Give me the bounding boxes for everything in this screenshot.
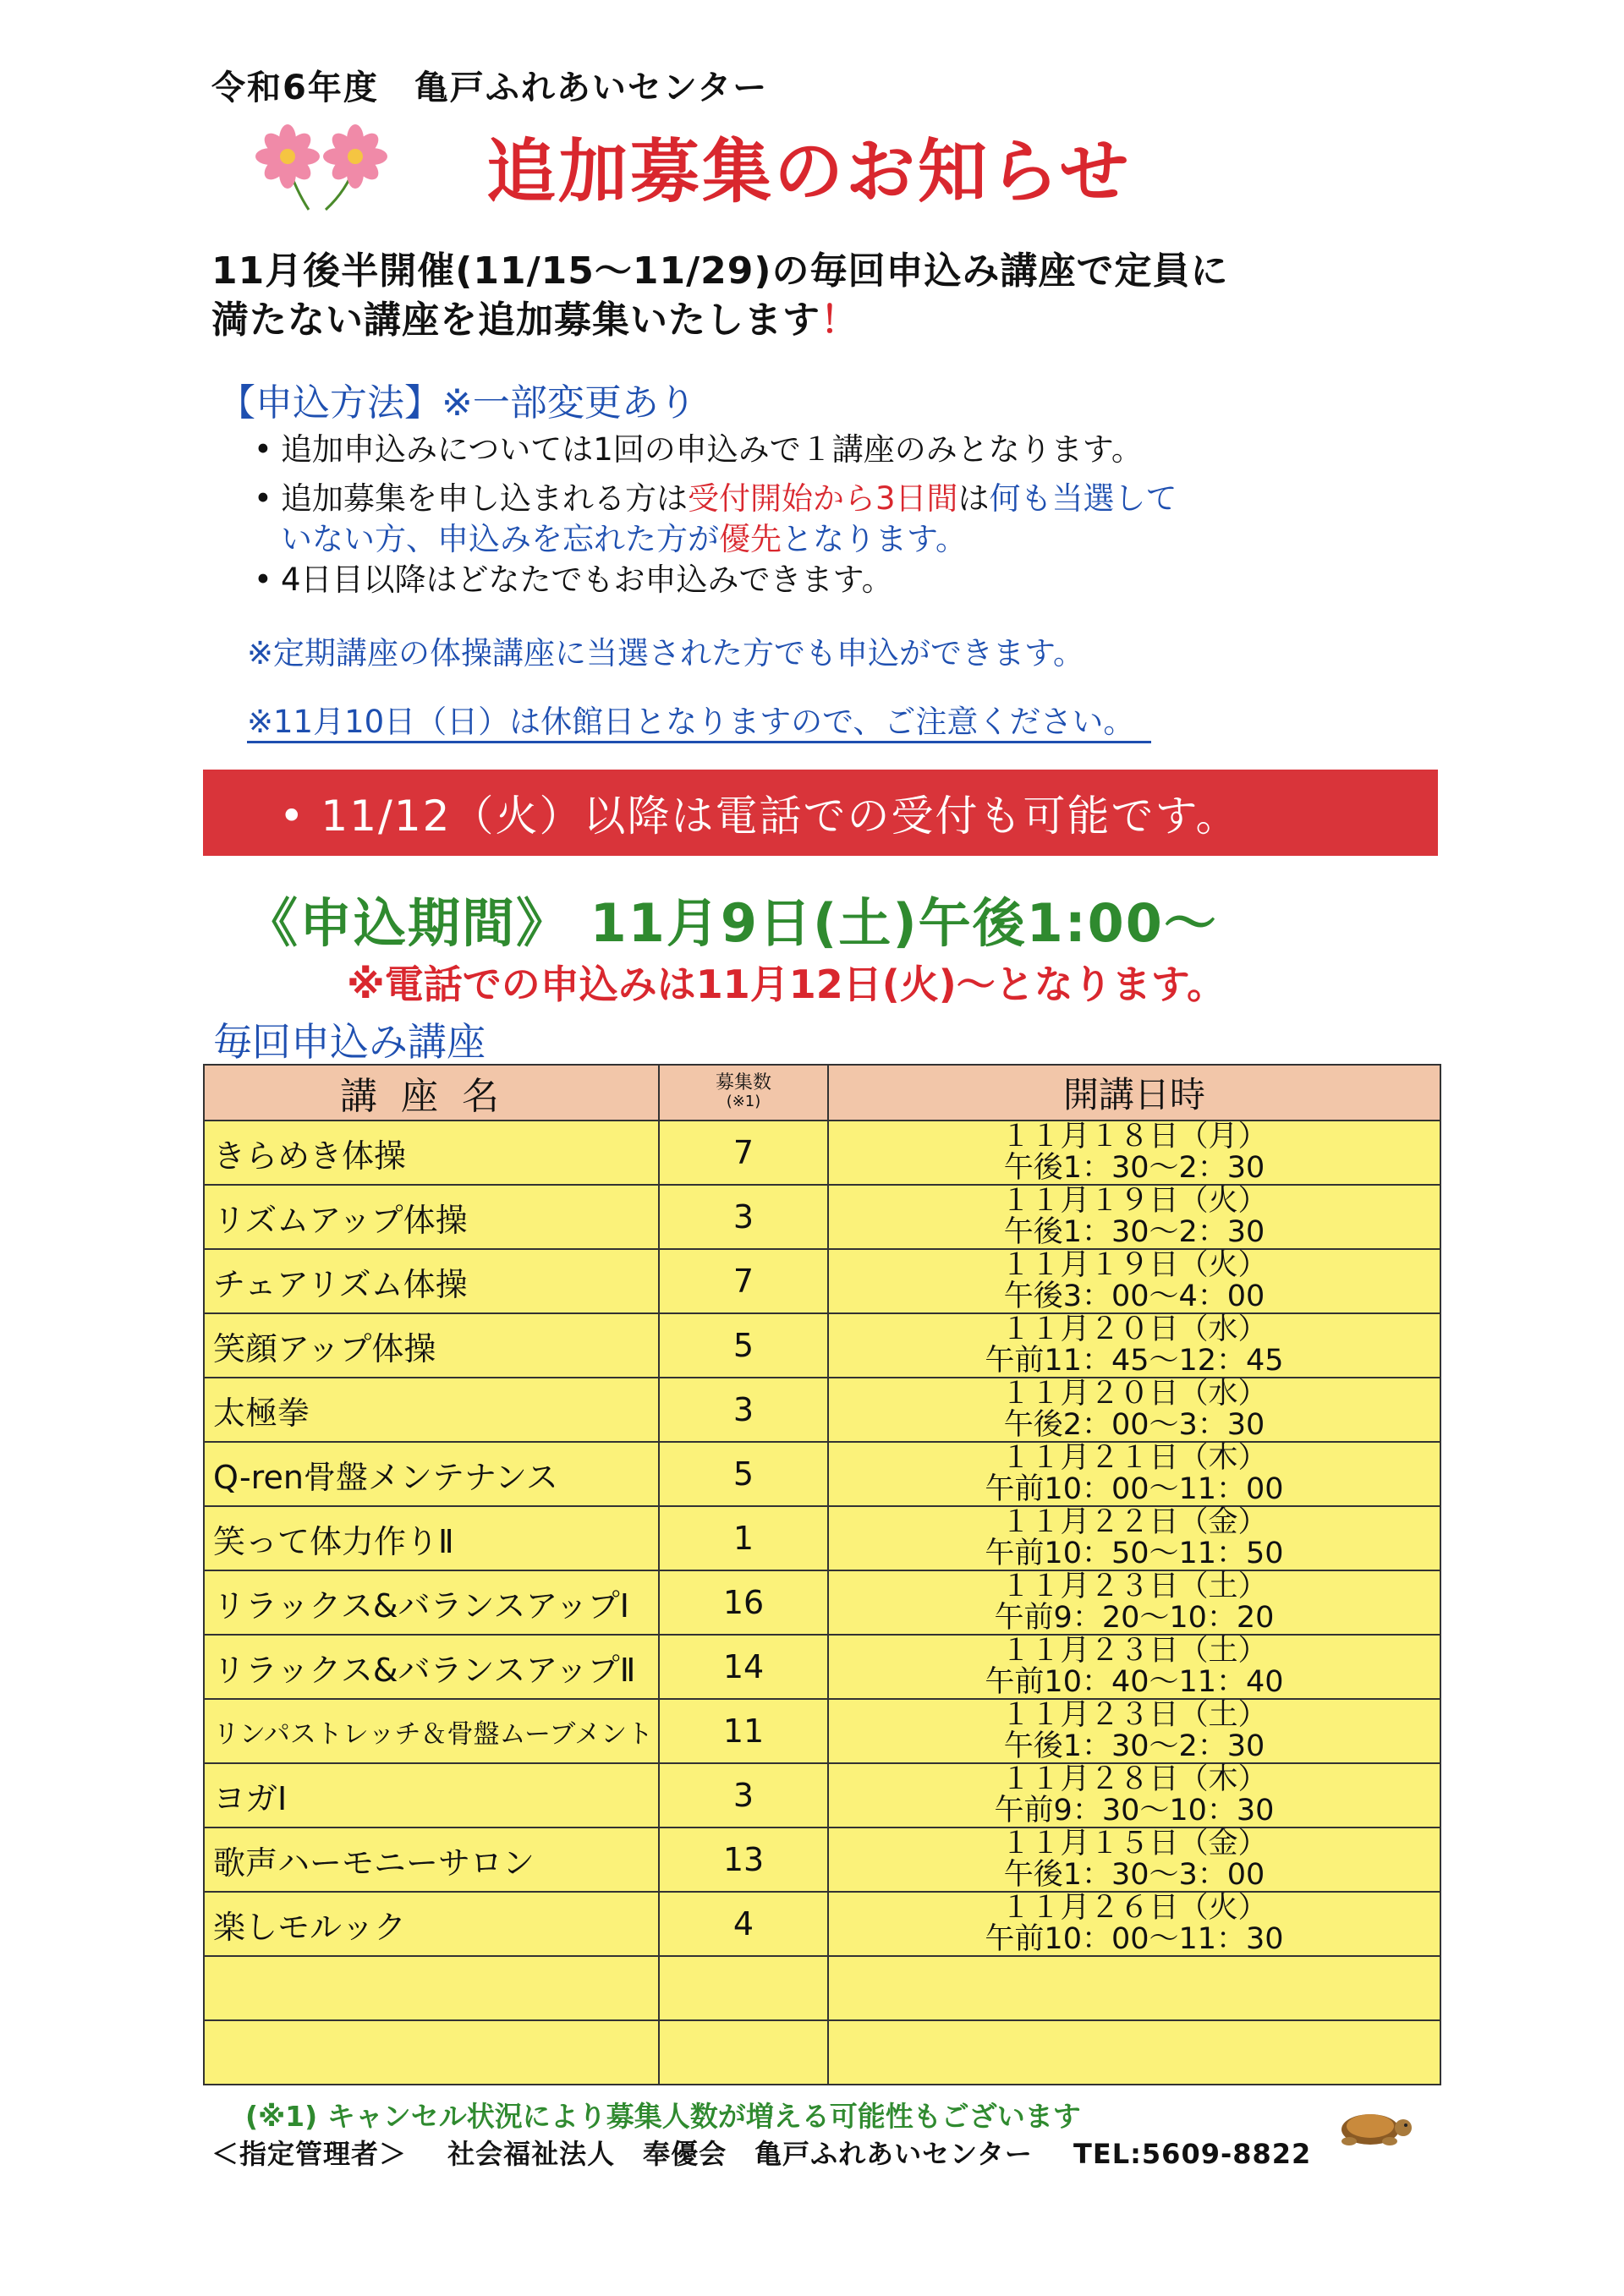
method-heading: 【申込方法】※一部変更あり bbox=[218, 381, 696, 425]
footer-manager: ＜指定管理者＞ bbox=[211, 2138, 408, 2170]
course-date-time bbox=[828, 1827, 1440, 1892]
bullet-priority: • 追加募集を申し込まれる方は受付開始から3日間は何も当選して いない方、申込みを忘れた方が優先となります。 bbox=[254, 479, 1177, 560]
course-time: 午後1：30～3：00 bbox=[1003, 1858, 1265, 1892]
bullet-one-course: • 追加申込みについては1回の申込みで１講座のみとなります。 bbox=[254, 430, 1177, 470]
table-row bbox=[204, 1442, 1440, 1506]
application-period: 《申込期間》 11月9日(土)午後1:00～ bbox=[245, 892, 1218, 954]
course-time: 午後1：30～2：30 bbox=[1003, 1215, 1265, 1249]
intro-exclamation: ！ bbox=[820, 299, 859, 342]
course-date-time bbox=[828, 1249, 1440, 1313]
course-time: 午前9：30～10：30 bbox=[994, 1794, 1275, 1827]
course-date-time bbox=[828, 1635, 1440, 1699]
table-row bbox=[204, 1956, 1440, 2020]
course-time: 午前10：40～11：40 bbox=[985, 1665, 1284, 1699]
method-bullets bbox=[254, 430, 1177, 600]
table-row bbox=[204, 1892, 1440, 1956]
table-row bbox=[204, 1763, 1440, 1827]
header-course-name: 講座名 bbox=[204, 1065, 659, 1121]
course-capacity: 4 bbox=[659, 1892, 828, 1956]
course-date: １１月２６日（火） bbox=[1001, 1891, 1268, 1925]
course-name: きらめき体操 bbox=[204, 1121, 659, 1185]
intro-line-2: 満たない講座を追加募集いたします bbox=[211, 299, 820, 342]
course-capacity: 7 bbox=[659, 1249, 828, 1313]
course-date-time bbox=[828, 1570, 1440, 1635]
course-table bbox=[203, 1064, 1441, 2085]
course-name bbox=[204, 2020, 659, 2085]
course-name: 歌声ハーモニーサロン bbox=[204, 1827, 659, 1892]
course-date: １１月１５日（金） bbox=[1001, 1827, 1268, 1860]
header-organization: 令和6年度 亀戸ふれあいセンター bbox=[211, 68, 769, 107]
note-closed-day: ※11月10日（日）は休館日となりますので、ご注意ください。 bbox=[247, 704, 1151, 743]
table-row bbox=[204, 1506, 1440, 1570]
section-title: 毎回申込み講座 bbox=[213, 1019, 486, 1065]
course-time: 午後1：30～2：30 bbox=[1003, 1729, 1265, 1763]
course-time: 午前10：00～11：30 bbox=[985, 1922, 1284, 1956]
table-row bbox=[204, 1378, 1440, 1442]
course-date-time bbox=[828, 1892, 1440, 1956]
course-date: １１月１８日（月） bbox=[1001, 1120, 1268, 1153]
course-name: Q-ren骨盤メンテナンス bbox=[204, 1442, 659, 1506]
course-name: 太極拳 bbox=[204, 1378, 659, 1442]
table-header-row bbox=[204, 1065, 1440, 1121]
course-date-time bbox=[828, 1378, 1440, 1442]
table-row bbox=[204, 2020, 1440, 2085]
phone-reception-banner: • 11/12（火）以降は電話での受付も可能です。 bbox=[203, 770, 1438, 856]
course-time: 午後2：00～3：30 bbox=[1003, 1408, 1265, 1442]
course-capacity: 3 bbox=[659, 1378, 828, 1442]
course-time: 午後1：30～2：30 bbox=[1003, 1151, 1265, 1185]
course-time: 午前10：50～11：50 bbox=[985, 1537, 1284, 1570]
course-name: 楽しモルック bbox=[204, 1892, 659, 1956]
course-time: 午前11：45～12：45 bbox=[985, 1344, 1284, 1378]
page-title: 追加募集のお知らせ bbox=[486, 132, 1132, 212]
footer-tel: TEL:5609-8822 bbox=[1073, 2138, 1312, 2170]
footer-corporation: 社会福祉法人 奉優会 亀戸ふれあいセンター bbox=[447, 2138, 1033, 2170]
course-capacity: 14 bbox=[659, 1635, 828, 1699]
footnote: (※1) キャンセル状況により募集人数が増える可能性もございます bbox=[245, 2100, 1081, 2133]
cosmos-flower-icon bbox=[250, 118, 393, 211]
course-capacity: 3 bbox=[659, 1763, 828, 1827]
course-name: 笑って体力作りⅡ bbox=[204, 1506, 659, 1570]
course-date-time bbox=[828, 1442, 1440, 1506]
header-capacity: 募集数 (※1) bbox=[659, 1065, 828, 1121]
table-row bbox=[204, 1570, 1440, 1635]
phone-application-note: ※電話での申込みは11月12日(火)～となります。 bbox=[347, 962, 1226, 1007]
course-date: １１月２３日（土） bbox=[1001, 1570, 1268, 1603]
course-name: 笑顔アップ体操 bbox=[204, 1313, 659, 1378]
course-time: 午前9：20～10：20 bbox=[994, 1601, 1275, 1635]
table-row bbox=[204, 1249, 1440, 1313]
course-date: １１月２０日（水） bbox=[1001, 1377, 1268, 1411]
course-capacity bbox=[659, 2020, 828, 2085]
course-name: リラックス&バランスアップⅠ bbox=[204, 1570, 659, 1635]
course-date-time bbox=[828, 1313, 1440, 1378]
course-date-time bbox=[828, 1699, 1440, 1763]
course-name bbox=[204, 1956, 659, 2020]
course-date-time bbox=[828, 1506, 1440, 1570]
course-date-time bbox=[828, 1763, 1440, 1827]
course-time: 午前10：00～11：00 bbox=[985, 1472, 1284, 1506]
table-row bbox=[204, 1635, 1440, 1699]
course-time: 午後3：00～4：00 bbox=[1003, 1280, 1265, 1313]
table-row bbox=[204, 1313, 1440, 1378]
bullet-day-four: • 4日目以降はどなたでもお申込みできます。 bbox=[254, 560, 1177, 600]
course-capacity: 5 bbox=[659, 1442, 828, 1506]
course-name: ヨガⅠ bbox=[204, 1763, 659, 1827]
course-capacity bbox=[659, 1956, 828, 2020]
course-name: リンパストレッチ＆骨盤ムーブメント bbox=[204, 1699, 659, 1763]
footer bbox=[211, 2133, 1341, 2172]
course-date: １１月１９日（火） bbox=[1001, 1184, 1268, 1218]
course-date-time bbox=[828, 1121, 1440, 1185]
course-date: １１月２１日（木） bbox=[1001, 1441, 1268, 1475]
table-row bbox=[204, 1185, 1440, 1249]
course-capacity: 3 bbox=[659, 1185, 828, 1249]
table-row bbox=[204, 1121, 1440, 1185]
course-date: １１月２２日（金） bbox=[1001, 1505, 1268, 1539]
turtle-icon bbox=[1324, 2097, 1417, 2148]
course-date: １１月２８日（木） bbox=[1001, 1762, 1268, 1796]
course-name: リズムアップ体操 bbox=[204, 1185, 659, 1249]
note-gym-course: ※定期講座の体操講座に当選された方でも申込ができます。 bbox=[247, 635, 1085, 671]
course-name: リラックス&バランスアップⅡ bbox=[204, 1635, 659, 1699]
table-row bbox=[204, 1699, 1440, 1763]
course-date: １１月１９日（火） bbox=[1001, 1248, 1268, 1282]
course-date: １１月２０日（水） bbox=[1001, 1312, 1268, 1346]
course-date-time bbox=[828, 1956, 1440, 2020]
header-date-time: 開講日時 bbox=[828, 1065, 1440, 1121]
course-date-time bbox=[828, 2020, 1440, 2085]
table-row bbox=[204, 1827, 1440, 1892]
course-date-time bbox=[828, 1185, 1440, 1249]
course-date: １１月２３日（土） bbox=[1001, 1698, 1268, 1732]
course-capacity: 1 bbox=[659, 1506, 828, 1570]
course-capacity: 11 bbox=[659, 1699, 828, 1763]
course-capacity: 5 bbox=[659, 1313, 828, 1378]
course-capacity: 13 bbox=[659, 1827, 828, 1892]
course-capacity: 7 bbox=[659, 1121, 828, 1185]
course-capacity: 16 bbox=[659, 1570, 828, 1635]
intro-line-1: 11月後半開催(11/15～11/29)の毎回申込み講座で定員に bbox=[211, 249, 1229, 293]
course-date: １１月２３日（土） bbox=[1001, 1634, 1268, 1668]
course-name: チェアリズム体操 bbox=[204, 1249, 659, 1313]
intro-text bbox=[211, 247, 1229, 345]
